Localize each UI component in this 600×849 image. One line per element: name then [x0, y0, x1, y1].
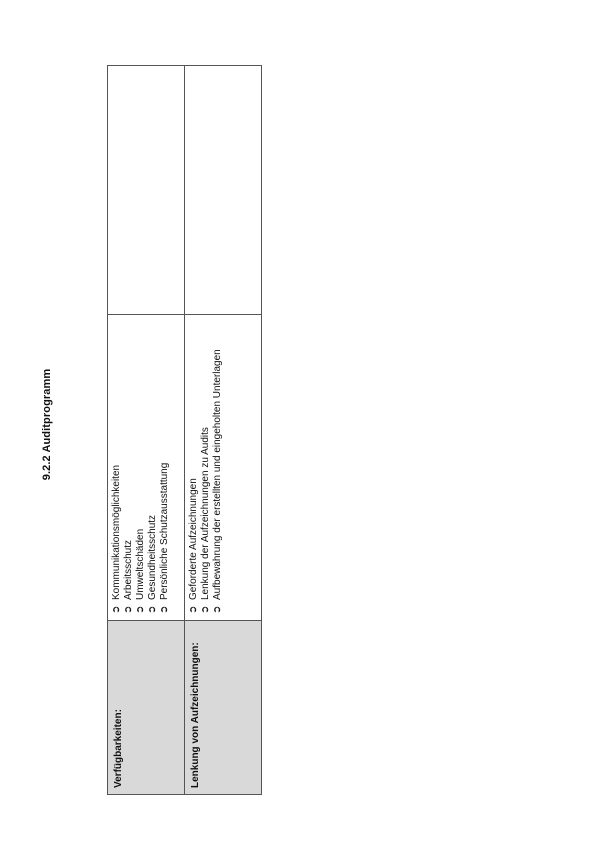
section-heading: 9.2.2 Auditprogramm	[41, 368, 53, 481]
list-item: ➲ Umweltschäden	[135, 528, 146, 614]
bullet-list	[185, 315, 224, 620]
row-label: Lenkung von Aufzeichnungen:	[190, 642, 201, 788]
arrow-bullet-icon: ➲	[147, 605, 158, 614]
list-item: ➲ Arbeitsschutz	[123, 539, 134, 614]
bullet-list-cell	[108, 315, 185, 621]
list-item: ➲ Geforderte Aufzeichnungen	[188, 478, 199, 614]
list-item: ➲ Aufbewahrung der erstellten und eingeholten Unterlagen	[212, 349, 223, 614]
empty-cell	[108, 66, 185, 315]
table-row	[185, 66, 262, 795]
list-item: ➲ Gesundheitsschutz	[147, 514, 158, 614]
arrow-bullet-icon: ➲	[159, 605, 170, 614]
arrow-bullet-icon: ➲	[200, 605, 211, 614]
arrow-bullet-icon: ➲	[212, 605, 223, 614]
bullet-list-cell	[185, 315, 262, 621]
list-item: ➲ Persönliche Schutzausstattung	[159, 462, 170, 614]
empty-cell	[185, 66, 262, 315]
bullet-list	[108, 315, 171, 620]
row-label: Verfügbarkeiten:	[113, 709, 124, 788]
list-item: ➲ Lenkung der Aufzeichnungen zu Audits	[200, 427, 211, 614]
list-item: ➲ Kommunikationsmöglichkeiten	[111, 464, 122, 614]
table-row	[108, 66, 185, 795]
arrow-bullet-icon: ➲	[123, 605, 134, 614]
arrow-bullet-icon: ➲	[111, 605, 122, 614]
audit-table	[107, 65, 262, 795]
row-label-cell	[185, 621, 262, 795]
arrow-bullet-icon: ➲	[188, 605, 199, 614]
arrow-bullet-icon: ➲	[135, 605, 146, 614]
row-label-cell	[108, 621, 185, 795]
